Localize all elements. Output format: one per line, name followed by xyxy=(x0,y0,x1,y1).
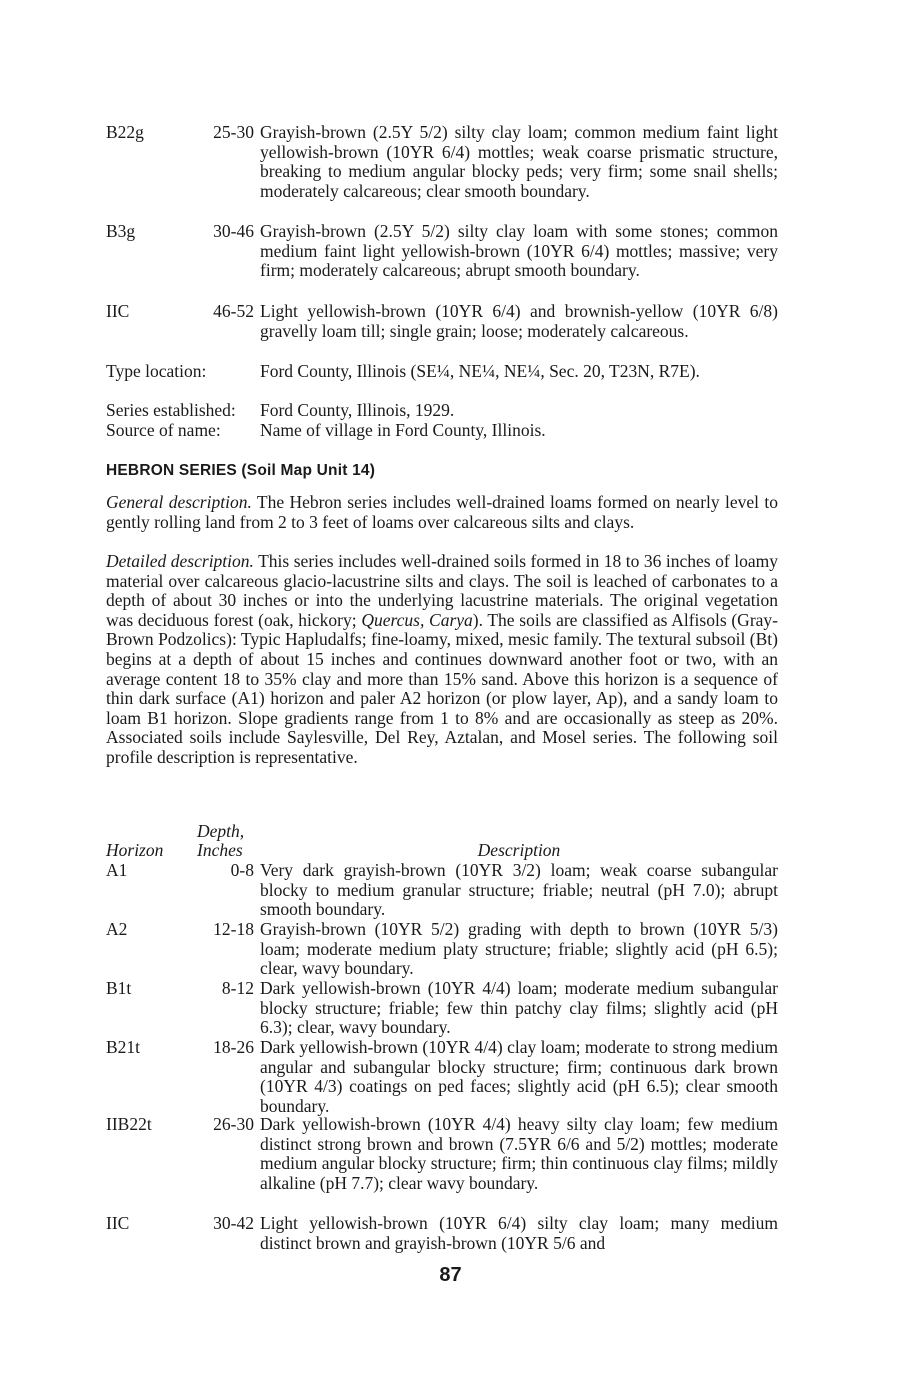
info-label: Series established: xyxy=(106,400,236,420)
profile-row xyxy=(106,979,778,1038)
horizon-name: B22g xyxy=(106,122,144,142)
horizon-name: B1t xyxy=(106,978,132,998)
description-header: Description xyxy=(477,840,561,860)
general-description xyxy=(106,493,778,532)
type-location-row xyxy=(106,362,778,382)
horizon-name: A2 xyxy=(106,919,128,939)
info-value: Ford County, Illinois (SE¼, NE¼, NE¼, Sec. 20, T23N, R7E). xyxy=(260,361,700,381)
horizon-description: Grayish-brown (2.5Y 5/2) silty clay loam; common medium faint light yellowish-brown (10YR 6/4) mottles; weak coarse prismatic structure, breaking to medium angular blocky peds; very firm; some snail shells; moderately calcareous; clear smooth boundary. xyxy=(260,122,778,201)
source-of-name-row xyxy=(106,421,778,441)
horizon-depth: 0-8 xyxy=(230,860,254,880)
info-label: Source of name: xyxy=(106,420,221,440)
horizon-name: B21t xyxy=(106,1037,141,1057)
detailed-description-genera: Quercus, Carya xyxy=(361,609,473,630)
horizon-description: Dark yellowish-brown (10YR 4/4) clay loam; moderate to strong medium angular and subangular blocky structure; firm; continuous dark brown (10YR 4/3) coatings on ped faces; slightly acid (pH 6.5); clear smooth boundary. xyxy=(260,1037,778,1116)
info-value: Ford County, Illinois, 1929. xyxy=(260,400,455,420)
depth-header-line1: Depth, xyxy=(197,821,245,841)
series-established-row xyxy=(106,401,778,421)
horizon-description: Light yellowish-brown (10YR 6/4) and brownish-yellow (10YR 6/8) gravelly loam till; single grain; loose; moderately calcareous. xyxy=(260,301,778,341)
section-heading: HEBRON SERIES (Soil Map Unit 14) xyxy=(106,462,376,479)
horizon-name: B3g xyxy=(106,221,136,241)
horizon-description: Light yellowish-brown (10YR 6/4) silty clay loam; many medium distinct brown and grayish-brown (10YR 5/6 and xyxy=(260,1213,778,1253)
horizon-name: IIC xyxy=(106,1213,130,1233)
horizon-depth: 26-30 xyxy=(213,1114,254,1134)
horizon-name: A1 xyxy=(106,860,128,880)
profile-row xyxy=(106,1214,778,1253)
profile-row xyxy=(106,1115,778,1193)
general-description-text: The Hebron series includes well-drained loams formed on nearly level to gently rolling land from 2 to 3 feet of loams over calcareous silts and clays. xyxy=(106,492,778,532)
info-label: Type location: xyxy=(106,361,207,381)
page-number: 87 xyxy=(439,1264,462,1286)
general-description-lead: General description. xyxy=(106,492,252,512)
profile-row xyxy=(106,920,778,979)
horizon-header: Horizon xyxy=(106,840,164,860)
horizon-depth: 30-46 xyxy=(213,221,254,241)
profile-table-header xyxy=(106,822,778,862)
profile-row xyxy=(106,861,778,920)
info-value: Name of village in Ford County, Illinois. xyxy=(260,420,546,440)
horizon-name: IIB22t xyxy=(106,1114,152,1134)
depth-header-line2: Inches xyxy=(197,840,243,860)
horizon-depth: 25-30 xyxy=(213,122,254,142)
horizon-depth: 8-12 xyxy=(221,978,254,998)
detailed-description xyxy=(106,552,778,768)
horizon-description: Grayish-brown (2.5Y 5/2) silty clay loam with some stones; common medium faint light yellowish-brown (10YR 6/4) mottles; massive; very firm; moderately calcareous; abrupt smooth boundary. xyxy=(260,221,778,281)
horizon-description: Very dark grayish-brown (10YR 3/2) loam; weak coarse subangular blocky to medium granular structure; friable; neutral (pH 7.0); abrupt smooth boundary. xyxy=(260,860,778,920)
horizon-row xyxy=(106,302,778,341)
horizon-depth: 18-26 xyxy=(213,1037,254,1057)
horizon-row xyxy=(106,222,778,281)
profile-row xyxy=(106,1038,778,1116)
detailed-description-part1: This series includes well-drained soils formed in 18 to 36 inches of loamy material over calcareous glacio-lacustrine silts and clays. The soil is leached of carbonates to a depth of about 30 inches or into the underlying lacustrine materials. The original vegetation was deciduous forest (oak, hickory; xyxy=(106,551,778,630)
horizon-depth: 46-52 xyxy=(213,301,254,321)
horizon-depth: 30-42 xyxy=(213,1213,254,1233)
detailed-description-lead: Detailed description. xyxy=(106,551,254,571)
horizon-depth: 12-18 xyxy=(213,919,254,939)
horizon-description: Dark yellowish-brown (10YR 4/4) loam; moderate medium subangular blocky structure; friable; few thin patchy clay films; slightly acid (pH 6.3); clear, wavy boundary. xyxy=(260,978,778,1038)
horizon-description: Grayish-brown (10YR 5/2) grading with depth to brown (10YR 5/3) loam; moderate medium platy structure; friable; slightly acid (pH 6.5); clear, wavy boundary. xyxy=(260,919,778,979)
detailed-description-part2: ). The soils are classified as Alfisols (Gray-Brown Podzolics): Typic Hapludalfs; fine-loamy, mixed, mesic family. The textural subsoil (Bt) begins at a depth of about 15 inches and continues downward another foot or two, with an average content 18 to 35% clay and more than 15% sand. Above this horizon is a sequence of thin dark surface (A1) horizon and paler A2 horizon (or plow layer, Ap), and a sandy loam to loam B1 horizon. Slope gradients range from 1 to 8% and are occasionally as steep as 20%. Associated soils include Saylesville, Del Rey, Aztalan, and Mosel series. The following soil profile description is representative. xyxy=(106,609,778,767)
horizon-row xyxy=(106,123,778,201)
horizon-description: Dark yellowish-brown (10YR 4/4) heavy silty clay loam; few medium distinct strong brown and brown (7.5YR 6/6 and 5/2) mottles; moderate medium angular blocky structure; firm; thin continuous clay films; mildly alkaline (pH 7.7); clear wavy boundary. xyxy=(260,1114,778,1193)
horizon-name: IIC xyxy=(106,301,130,321)
